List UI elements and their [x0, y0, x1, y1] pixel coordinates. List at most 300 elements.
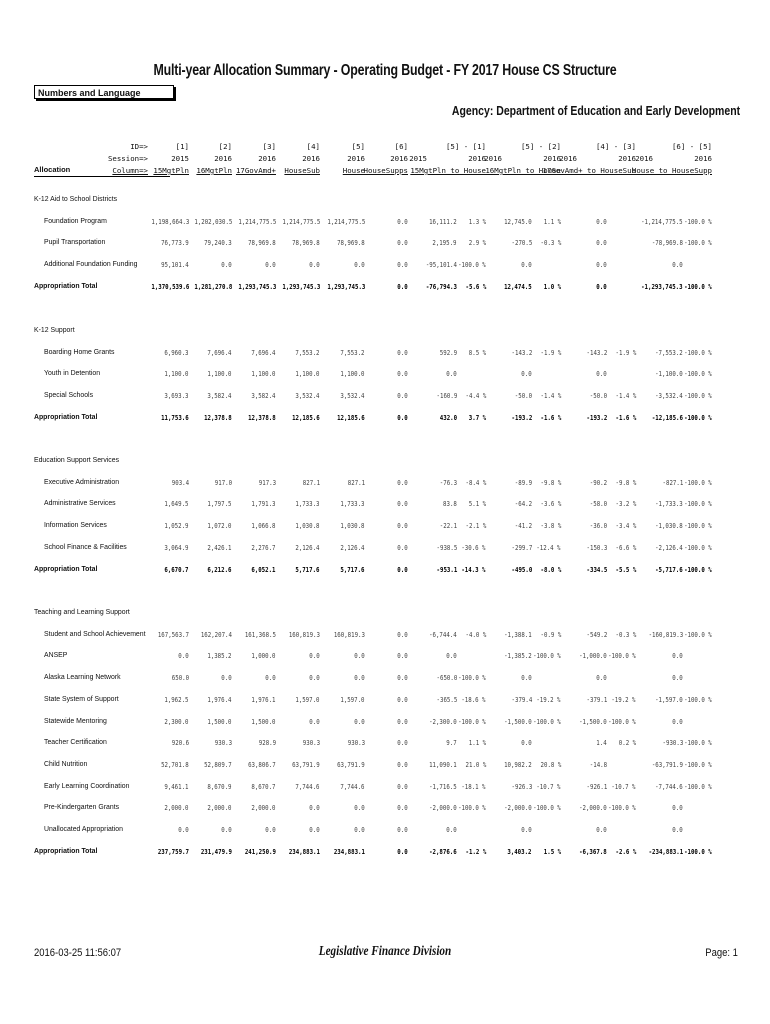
cell-col-11: -926.1	[586, 782, 607, 791]
header-cmp-3-column: 17GovAmd+ to HouseSub	[542, 166, 636, 175]
cell-col-8: -100.0 %	[458, 261, 486, 270]
cell-col-10: 1.1 %	[543, 217, 561, 226]
header-row-1	[0, 142, 770, 152]
cell-col-1: 1,198,664.3	[150, 217, 189, 226]
cell-col-6: 0.0	[397, 717, 408, 726]
total-cell-col-5: 12,185.6	[337, 413, 365, 422]
cell-col-2: 930.3	[214, 739, 232, 748]
cell-col-13: -7,553.2	[655, 348, 683, 357]
total-cell-col-6: 0.0	[397, 565, 408, 574]
cell-col-7: -2,000.0	[429, 804, 457, 813]
total-label: Appropriation Total	[34, 413, 98, 421]
cell-col-2: 917.0	[214, 478, 232, 487]
cell-col-11: -1,500.0	[579, 717, 607, 726]
cell-col-13: -1,214,775.5	[641, 217, 683, 226]
total-cell-col-11: 0.0	[596, 282, 607, 291]
cell-col-10: -1.9 %	[540, 348, 561, 357]
cell-col-9: 0.0	[521, 261, 532, 270]
cell-col-1: 167,563.7	[157, 630, 189, 639]
cell-col-13: -63,791.9	[651, 760, 683, 769]
cell-col-10: -0.3 %	[540, 239, 561, 248]
cell-col-6: 0.0	[397, 760, 408, 769]
cell-col-11: -2,000.0	[579, 804, 607, 813]
cell-col-4: 0.0	[309, 652, 320, 661]
cell-col-9: 0.0	[521, 826, 532, 834]
total-cell-col-14: -100.0 %	[684, 282, 712, 291]
total-label: Appropriation Total	[34, 847, 98, 855]
table-row	[0, 824, 770, 836]
cell-col-8: 2.9 %	[468, 239, 486, 248]
cell-col-11: 0.0	[596, 370, 607, 379]
cell-col-4: 930.3	[302, 739, 320, 748]
cell-col-12: -0.3 %	[615, 630, 636, 639]
table-row	[0, 237, 770, 249]
cell-col-8: 8.5 %	[468, 348, 486, 357]
cell-col-6: 0.0	[397, 348, 408, 357]
cell-col-5: 7,744.6	[340, 782, 365, 791]
total-cell-col-13: -1,293,745.3	[641, 282, 683, 291]
cell-col-13: -78,969.8	[651, 239, 683, 248]
header-cmp-3-id: [4] - [3]	[595, 142, 636, 151]
cell-col-8: -4.4 %	[465, 392, 486, 401]
cell-col-6: 0.0	[397, 739, 408, 748]
cell-col-4: 1,100.0	[295, 370, 320, 379]
cell-col-6: 0.0	[397, 217, 408, 226]
cell-col-10: 20.8 %	[540, 760, 561, 769]
table-row	[0, 368, 770, 380]
total-cell-col-7: -953.1	[436, 565, 457, 574]
cell-col-2: 2,426.1	[207, 543, 232, 552]
total-cell-col-9: -193.2	[511, 413, 532, 422]
total-cell-col-13: -12,185.6	[651, 413, 683, 422]
cell-col-3: 63,806.7	[248, 760, 276, 769]
cell-col-1: 650.0	[171, 674, 189, 683]
cell-col-2: 79,240.3	[204, 239, 232, 248]
cell-col-5: 1,733.3	[340, 500, 365, 509]
row-label: Youth in Detention	[44, 370, 101, 378]
cell-col-11: -379.1	[586, 695, 607, 704]
header-col-4-column: HouseSub	[284, 166, 320, 175]
footer-page-number: Page: 1	[705, 947, 738, 959]
header-col-5-id: [5]	[351, 142, 365, 151]
header-col-3-id: [3]	[262, 142, 276, 151]
table-row	[0, 542, 770, 554]
cell-col-2: 3,582.4	[207, 392, 232, 401]
cell-col-4: 1,214,775.5	[281, 217, 320, 226]
cell-col-13: -827.1	[662, 478, 683, 487]
cell-col-10: -100.0 %	[533, 717, 561, 726]
cell-col-11: 0.0	[596, 217, 607, 226]
cell-col-12: -3.4 %	[615, 522, 636, 531]
cell-col-13: -930.3	[662, 739, 683, 748]
total-cell-col-9: 3,403.2	[507, 847, 532, 856]
cell-col-12: -19.2 %	[611, 695, 636, 704]
cell-col-1: 9,461.1	[164, 782, 189, 791]
row-label: Executive Administration	[44, 478, 120, 486]
cell-col-12: -3.2 %	[615, 500, 636, 509]
row-label: Student and School Achievement	[44, 630, 146, 638]
cell-col-3: 0.0	[265, 261, 276, 270]
total-cell-col-13: -5,717.6	[655, 565, 683, 574]
row-label: Child Nutrition	[44, 760, 88, 768]
cell-col-2: 1,976.4	[207, 695, 232, 704]
cell-col-13: 0.0	[672, 804, 683, 813]
cell-col-7: 11,090.1	[429, 760, 457, 769]
cell-col-14: -100.0 %	[684, 543, 712, 552]
cell-col-9: -50.0	[514, 392, 532, 401]
cell-col-9: -64.2	[514, 500, 532, 509]
cell-col-1: 1,649.5	[164, 500, 189, 509]
section-3	[0, 455, 770, 467]
cell-col-1: 0.0	[178, 826, 189, 834]
cell-col-7: -650.0	[436, 674, 457, 683]
cell-col-10: -100.0 %	[533, 652, 561, 661]
cell-col-14: -100.0 %	[684, 478, 712, 487]
cell-col-6: 0.0	[397, 630, 408, 639]
cell-col-7: 9.7	[446, 739, 457, 748]
cell-col-7: -160.9	[436, 392, 457, 401]
table-row	[0, 347, 770, 359]
cell-col-9: -926.3	[511, 782, 532, 791]
total-cell-col-3: 1,293,745.3	[237, 282, 276, 291]
header-col-4-session: 2016	[302, 154, 320, 163]
section-title: Education Support Services	[34, 457, 120, 464]
total-cell-col-2: 6,212.6	[207, 565, 232, 574]
appropriation-total-row	[0, 846, 770, 858]
total-cell-col-2: 1,281,270.8	[193, 282, 232, 291]
cell-col-7: -1,716.5	[429, 782, 457, 791]
numbers-and-language-box: Numbers and Language	[34, 85, 174, 99]
total-cell-col-3: 12,378.8	[248, 413, 276, 422]
cell-col-14: -100.0 %	[684, 217, 712, 226]
header-cmp-4-session-b: 2016	[694, 154, 712, 163]
cell-col-11: 0.0	[596, 826, 607, 834]
cell-col-7: -6,744.4	[429, 630, 457, 639]
cell-col-4: 0.0	[309, 261, 320, 270]
row-label: Early Learning Coordination	[44, 782, 130, 790]
header-col-1-id: [1]	[175, 142, 189, 151]
table-row	[0, 802, 770, 814]
cell-col-6: 0.0	[397, 392, 408, 401]
total-cell-col-9: -495.0	[511, 565, 532, 574]
table-row	[0, 629, 770, 641]
cell-col-4: 3,532.4	[295, 392, 320, 401]
cell-col-3: 1,791.3	[251, 500, 276, 509]
row-label: Foundation Program	[44, 217, 107, 225]
agency-name: Agency: Department of Education and Early Development	[451, 104, 740, 118]
cell-col-4: 1,030.8	[295, 522, 320, 531]
total-cell-col-7: -76,794.3	[425, 282, 457, 291]
cell-col-3: 0.0	[265, 674, 276, 683]
cell-col-2: 52,809.7	[204, 760, 232, 769]
row-label: Special Schools	[44, 392, 94, 400]
cell-col-4: 160,819.3	[288, 630, 320, 639]
cell-col-2: 1,202,030.5	[193, 217, 232, 226]
total-cell-col-14: -100.0 %	[684, 565, 712, 574]
cell-col-9: -89.9	[514, 478, 532, 487]
header-row-label: Column=>	[112, 166, 148, 175]
cell-col-7: -938.5	[436, 543, 457, 552]
cell-col-9: -1,500.0	[504, 717, 532, 726]
header-cmp-1-session-a: 2015	[409, 154, 427, 163]
total-cell-col-11: -334.5	[586, 565, 607, 574]
header-col-3-column: 17GovAmd+	[235, 166, 276, 175]
cell-col-7: 592.9	[439, 348, 457, 357]
section-title: K-12 Support	[34, 327, 75, 334]
total-cell-col-10: 1.0 %	[543, 282, 561, 291]
cell-col-7: 0.0	[446, 652, 457, 661]
cell-col-2: 8,670.9	[207, 782, 232, 791]
total-cell-col-4: 234,883.1	[288, 847, 320, 856]
cell-col-1: 1,962.5	[164, 695, 189, 704]
cell-col-8: 1.3 %	[468, 217, 486, 226]
header-col-2-column: 16MgtPln	[196, 166, 232, 175]
cell-col-14: -100.0 %	[684, 782, 712, 791]
cell-col-9: -1,385.2	[504, 652, 532, 661]
cell-col-2: 2,000.0	[207, 804, 232, 813]
cell-col-1: 0.0	[178, 652, 189, 661]
header-cmp-4-column: House to HouseSupp	[631, 166, 712, 175]
appropriation-total-row	[0, 564, 770, 576]
cell-col-4: 63,791.9	[292, 760, 320, 769]
table-row	[0, 216, 770, 228]
footer-division: Legislative Finance Division	[318, 944, 452, 959]
cell-col-9: 12,745.0	[504, 217, 532, 226]
header-col-2-session: 2016	[214, 154, 232, 163]
total-cell-col-8: 3.7 %	[468, 413, 486, 422]
cell-col-7: -22.1	[439, 522, 457, 531]
total-cell-col-6: 0.0	[397, 847, 408, 856]
cell-col-7: 0.0	[446, 370, 457, 379]
total-cell-col-10: -1.6 %	[540, 413, 561, 422]
total-cell-col-7: -2,876.6	[429, 847, 457, 856]
header-cmp-1-column: 15MgtPln to House	[410, 166, 486, 175]
cell-col-4: 0.0	[309, 804, 320, 813]
row-label: Teacher Certification	[44, 739, 107, 747]
cell-col-1: 2,300.0	[164, 717, 189, 726]
cell-col-6: 0.0	[397, 500, 408, 509]
header-col-1-session: 2015	[171, 154, 189, 163]
cell-col-5: 0.0	[354, 652, 365, 661]
cell-col-5: 63,791.9	[337, 760, 365, 769]
total-cell-col-4: 12,185.6	[292, 413, 320, 422]
total-cell-col-3: 6,052.1	[251, 565, 276, 574]
cell-col-9: -270.5	[511, 239, 532, 248]
total-cell-col-5: 234,883.1	[333, 847, 365, 856]
section-title: K-12 Aid to School Districts	[34, 196, 118, 203]
header-cmp-2-session-b: 2016	[543, 154, 561, 163]
cell-col-10: -19.2 %	[536, 695, 561, 704]
cell-col-14: -100.0 %	[684, 760, 712, 769]
appropriation-total-row	[0, 281, 770, 293]
cell-col-8: 1.1 %	[468, 739, 486, 748]
cell-col-11: -1,000.0	[579, 652, 607, 661]
row-label: Alaska Learning Network	[44, 674, 121, 682]
total-cell-col-13: -234,883.1	[648, 847, 683, 856]
cell-col-9: 0.0	[521, 739, 532, 748]
cell-col-6: 0.0	[397, 478, 408, 487]
cell-col-2: 1,100.0	[207, 370, 232, 379]
cell-col-5: 827.1	[347, 478, 365, 487]
cell-col-9: -41.2	[514, 522, 532, 531]
cell-col-13: -1,597.0	[655, 695, 683, 704]
cell-col-8: 5.1 %	[468, 500, 486, 509]
header-col-6-session: 2016	[390, 154, 408, 163]
total-cell-col-12: -5.5 %	[615, 565, 636, 574]
cell-col-8: -100.0 %	[458, 674, 486, 683]
cell-col-13: -2,126.4	[655, 543, 683, 552]
total-cell-col-4: 1,293,745.3	[281, 282, 320, 291]
cell-col-14: -100.0 %	[684, 500, 712, 509]
cell-col-12: -10.7 %	[611, 782, 636, 791]
cell-col-10: -0.9 %	[540, 630, 561, 639]
cell-col-14: -100.0 %	[684, 348, 712, 357]
cell-col-1: 1,052.9	[164, 522, 189, 531]
cell-col-5: 0.0	[354, 804, 365, 813]
cell-col-13: 0.0	[672, 652, 683, 661]
cell-col-6: 0.0	[397, 695, 408, 704]
cell-col-13: 0.0	[672, 261, 683, 270]
table-row	[0, 520, 770, 532]
cell-col-11: 0.0	[596, 239, 607, 248]
cell-col-3: 917.3	[258, 478, 276, 487]
total-cell-col-10: 1.5 %	[543, 847, 561, 856]
cell-col-1: 76,773.9	[161, 239, 189, 248]
table-row	[0, 498, 770, 510]
cell-col-6: 0.0	[397, 652, 408, 661]
total-label: Appropriation Total	[34, 565, 98, 573]
header-row-3	[0, 166, 770, 176]
cell-col-3: 1,066.8	[251, 522, 276, 531]
row-label: Unallocated Appropriation	[44, 826, 123, 833]
total-cell-col-4: 5,717.6	[295, 565, 320, 574]
cell-col-11: -36.0	[589, 522, 607, 531]
cell-col-1: 3,693.3	[164, 392, 189, 401]
cell-col-8: -4.0 %	[465, 630, 486, 639]
header-cmp-4-session-a: 2016	[635, 154, 653, 163]
cell-col-9: -299.7	[511, 543, 532, 552]
cell-col-14: -100.0 %	[684, 392, 712, 401]
section-2	[0, 325, 770, 337]
cell-col-9: 0.0	[521, 674, 532, 683]
cell-col-11: -58.0	[589, 500, 607, 509]
cell-col-8: 21.0 %	[465, 760, 486, 769]
allocation-rule	[34, 176, 170, 177]
total-cell-col-14: -100.0 %	[684, 847, 712, 856]
cell-col-1: 3,064.9	[164, 543, 189, 552]
cell-col-12: -1.9 %	[615, 348, 636, 357]
row-label: ANSEP	[44, 652, 68, 660]
cell-col-4: 1,597.0	[295, 695, 320, 704]
footer-timestamp: 2016-03-25 11:56:07	[34, 947, 122, 959]
cell-col-13: -3,532.4	[655, 392, 683, 401]
cell-col-5: 1,030.8	[340, 522, 365, 531]
cell-col-6: 0.0	[397, 826, 408, 834]
cell-col-7: -76.3	[439, 478, 457, 487]
total-cell-col-5: 5,717.6	[340, 565, 365, 574]
cell-col-8: -2.1 %	[465, 522, 486, 531]
cell-col-1: 95,101.4	[161, 261, 189, 270]
cell-col-13: -1,100.0	[655, 370, 683, 379]
cell-col-12: 0.2 %	[618, 739, 636, 748]
cell-col-4: 0.0	[309, 826, 320, 834]
cell-col-5: 0.0	[354, 674, 365, 683]
section-4	[0, 607, 770, 619]
cell-col-3: 1,976.1	[251, 695, 276, 704]
cell-col-4: 7,744.6	[295, 782, 320, 791]
cell-col-3: 8,670.7	[251, 782, 276, 791]
cell-col-10: -9.8 %	[540, 478, 561, 487]
cell-col-6: 0.0	[397, 804, 408, 813]
cell-col-6: 0.0	[397, 370, 408, 379]
table-row	[0, 259, 770, 271]
total-cell-col-7: 432.0	[439, 413, 457, 422]
total-cell-col-6: 0.0	[397, 413, 408, 422]
header-row-label: Session=>	[107, 154, 148, 163]
total-cell-col-12: -2.6 %	[615, 847, 636, 856]
cell-col-2: 162,207.4	[200, 630, 232, 639]
total-cell-col-5: 1,293,745.3	[326, 282, 365, 291]
cell-col-6: 0.0	[397, 261, 408, 270]
header-cmp-1-session-b: 2016	[468, 154, 486, 163]
cell-col-7: 0.0	[446, 826, 457, 834]
cell-col-1: 1,100.0	[164, 370, 189, 379]
header-col-5-session: 2016	[347, 154, 365, 163]
cell-col-5: 2,126.4	[340, 543, 365, 552]
cell-col-8: -18.1 %	[461, 782, 486, 791]
cell-col-6: 0.0	[397, 782, 408, 791]
total-cell-col-1: 237,759.7	[157, 847, 189, 856]
row-label: State System of Support	[44, 695, 119, 703]
cell-col-11: -90.2	[589, 478, 607, 487]
section-title: Teaching and Learning Support	[34, 609, 130, 616]
cell-col-3: 1,000.0	[251, 652, 276, 661]
header-cmp-1-id: [5] - [1]	[445, 142, 486, 151]
row-label: Additional Foundation Funding	[44, 261, 138, 269]
cell-col-2: 7,696.4	[207, 348, 232, 357]
cell-col-7: 83.8	[443, 500, 457, 509]
cell-col-5: 930.3	[347, 739, 365, 748]
cell-col-11: -549.2	[586, 630, 607, 639]
cell-col-7: 2,195.9	[432, 239, 457, 248]
cell-col-4: 2,126.4	[295, 543, 320, 552]
total-cell-col-8: -14.3 %	[461, 565, 486, 574]
row-label: School Finance & Facilities	[44, 543, 127, 551]
cell-col-7: -365.5	[436, 695, 457, 704]
total-cell-col-14: -100.0 %	[684, 413, 712, 422]
header-col-6-column: HouseSupps	[363, 166, 408, 175]
total-label: Appropriation Total	[34, 282, 98, 290]
cell-col-5: 1,597.0	[340, 695, 365, 704]
cell-col-12: -100.0 %	[608, 804, 636, 813]
cell-col-11: -50.0	[589, 392, 607, 401]
cell-col-6: 0.0	[397, 522, 408, 531]
total-cell-col-3: 241,250.9	[244, 847, 276, 856]
cell-col-10: -3.6 %	[540, 500, 561, 509]
header-col-2-id: [2]	[218, 142, 232, 151]
header-col-5-column: House	[342, 166, 365, 175]
header-cmp-2-session-a: 2016	[484, 154, 502, 163]
cell-col-5: 0.0	[354, 826, 365, 834]
cell-col-4: 827.1	[302, 478, 320, 487]
cell-col-5: 0.0	[354, 261, 365, 270]
cell-col-4: 78,969.8	[292, 239, 320, 248]
header-cmp-4-id: [6] - [5]	[671, 142, 712, 151]
cell-col-10: -12.4 %	[536, 543, 561, 552]
row-label: Pre-Kindergarten Grants	[44, 804, 120, 812]
cell-col-10: -10.7 %	[536, 782, 561, 791]
cell-col-3: 7,696.4	[251, 348, 276, 357]
